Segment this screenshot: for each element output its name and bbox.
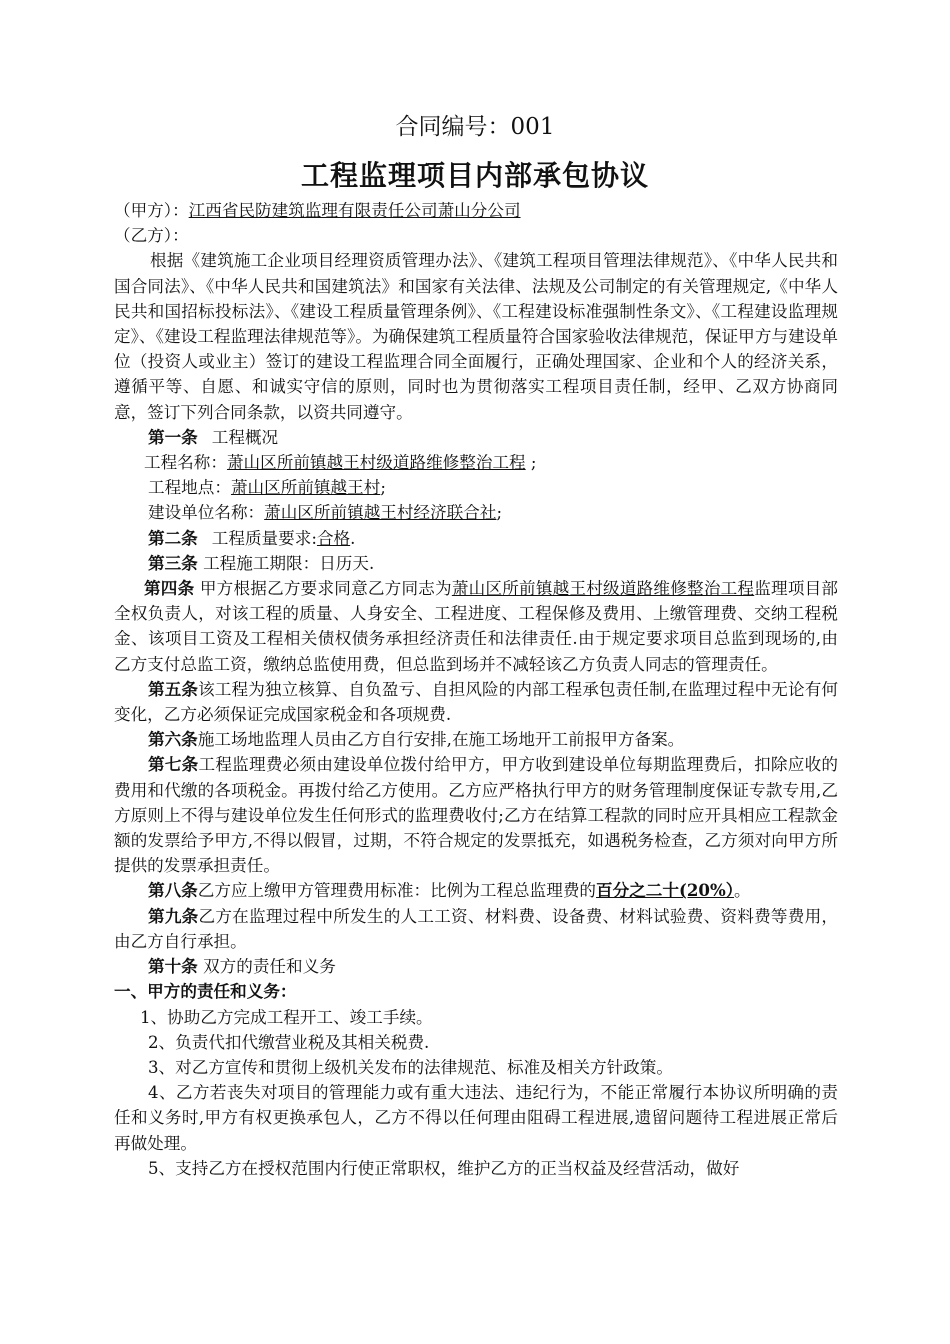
article-2-label: 第二条 (148, 527, 198, 548)
preamble: 根据《建筑施工企业项目经理资质管理办法》、《建筑工程项目管理法律规范》、《中华人民共和国合同法》、《中华人民共和国建筑法》和国家有关法律、法规及公司制定的有关管理规定,《中华人民共和国招标投标法》、《建设工程质量管理条例》、《工程建设标准强制性条文》、《工程建设监理规定》、《建设工程监理法律规范等》。为确保建筑工程质量符合国家验收法律规范，保证甲方与建设单位（投资人或业主）签订的建设工程监理合同全面履行，正确处理国家、企业和个人的经济关系，遵循平等、自愿、和诚实守信的原则，同时也为贯彻落实工程项目责任制，经甲、乙双方协商同意，签订下列合同条款，以资共同遵守。 (114, 251, 838, 422)
project-name-line (114, 450, 838, 475)
article-1 (114, 425, 838, 450)
party-a-line (114, 198, 838, 223)
document-title: 工程监理项目内部承包协议 (300, 159, 649, 192)
article-7-label: 第七条 (148, 754, 199, 775)
owner-value: 萧山区所前镇越王村经济联合社 (264, 503, 497, 523)
document-body (114, 198, 838, 1181)
article-7 (114, 752, 838, 878)
article-9-text: 乙方在监理过程中所发生的人工工资、材料费、设备费、材料试验费、资料费等费用，由乙方自行承担。 (114, 906, 839, 951)
article-1-text: 工程概况 (211, 427, 279, 447)
article-8-value: 百分之二十(20%） (596, 880, 735, 901)
article-9-label: 第九条 (148, 905, 199, 926)
article-10-text: 双方的责任和义务 (203, 957, 336, 977)
article-8-label: 第八条 (148, 880, 198, 901)
party-b-line (114, 223, 838, 248)
article-4-pre: 甲方根据乙方要求同意乙方同志为 (194, 579, 452, 599)
owner-label: 建设单位名称： (148, 503, 265, 523)
article-4-label: 第四条 (144, 578, 195, 599)
article-3-label: 第三条 (148, 552, 198, 573)
article-8-tail: 。 (734, 881, 751, 901)
article-10 (114, 954, 838, 979)
article-6-text: 施工场地监理人员由乙方自行安排,在施工场地开工前报甲方备案。 (197, 730, 685, 750)
party-a-label: （甲方）： (114, 201, 189, 220)
owner-line (114, 500, 838, 525)
article-1-label: 第一条 (148, 426, 198, 447)
article-2 (114, 526, 838, 551)
owner-tail: ; (496, 503, 503, 523)
article-2-tail: . (350, 528, 356, 548)
project-location-line (114, 475, 838, 500)
duty-item: 2、负责代扣代缴营业税及其相关税费. (148, 1032, 430, 1052)
article-4-project: 萧山区所前镇越王村级道路维修整治工程 (451, 579, 755, 599)
project-name-value: 萧山区所前镇越王村级道路维修整治工程 (226, 453, 526, 473)
duty-item: 3、对乙方宣传和贯彻上级机关发布的法律规范、标准及相关方针政策。 (148, 1057, 673, 1077)
project-location-tail: ; (380, 478, 386, 498)
project-location-value: 萧山区所前镇越王村 (230, 478, 381, 498)
project-name-label: 工程名称： (144, 453, 227, 473)
article-6-label: 第六条 (148, 729, 198, 750)
article-7-text: 工程监理费必须由建设单位拨付给甲方，甲方收到建设单位每期监理费后，扣除应收的费用和代缴的各项税金。再拨付给乙方使用。乙方应严格执行甲方的财务管理制度保证专款专用,乙方原则上不得与建设单位发生任何形式的监理费收付;乙方在结算工程款的同时应开具相应工程款金额的发票给予甲方,不得以假冒，过期，不符合规定的发票抵充，如遇税务检查，乙方须对向甲方所提供的发票承担责任。 (114, 755, 839, 876)
duty-item: 5、支持乙方在授权范围内行使正常职权，维护乙方的正当权益及经营活动，做好 (148, 1158, 740, 1178)
contract-number: 合同编号：001 (395, 114, 555, 140)
article-8 (114, 878, 838, 903)
article-4 (114, 576, 838, 677)
article-3-text: 工程施工期限：日历天. (203, 553, 375, 573)
party-a-name: 江西省民防建筑监理有限责任公司萧山分公司 (188, 201, 521, 220)
article-9 (114, 904, 838, 954)
project-location-label: 工程地点： (148, 478, 231, 498)
section-heading: 一、甲方的责任和义务： (114, 981, 297, 1002)
article-5 (114, 677, 838, 727)
article-3 (114, 551, 838, 576)
duty-item: 1、协助乙方完成工程开工、竣工手续。 (140, 1007, 433, 1027)
article-2-text: 工程质量要求: (211, 528, 317, 548)
article-8-text: 乙方应上缴甲方管理费用标准：比例为工程总监理费的 (197, 881, 597, 901)
article-2-value: 合格 (316, 528, 351, 548)
article-6 (114, 727, 838, 752)
duty-item: 4、乙方若丧失对项目的管理能力或有重大违法、违纪行为，不能正常履行本协议所明确的责任和义务时,甲方有权更换承包人，乙方不得以任何理由阻碍工程进展,遗留问题待工程进展正常后再做处理。 (114, 1083, 838, 1153)
project-name-tail: ; (525, 453, 537, 473)
article-5-label: 第五条 (148, 678, 199, 699)
article-10-label: 第十条 (148, 956, 198, 977)
article-5-text: 该工程为独立核算、自负盈亏、自担风险的内部工程承包责任制,在监理过程中无论有何变化，乙方必须保证完成国家税金和各项规费. (114, 679, 838, 725)
article-4-post: 监理项目部全权负责人，对该工程的质量、人身安全、工程进度、工程保修及费用、上缴管理费、交纳工程税金、该项目工资及工程相关债权债务承担经济责任和法律责任.由于规定要求项目总监到现场的,由乙方支付总监工资，缴纳总监使用费，但总监到场并不减轻该乙方负责人同志的管理责任。 (114, 579, 839, 674)
party-b-label: （乙方）： (114, 226, 189, 246)
